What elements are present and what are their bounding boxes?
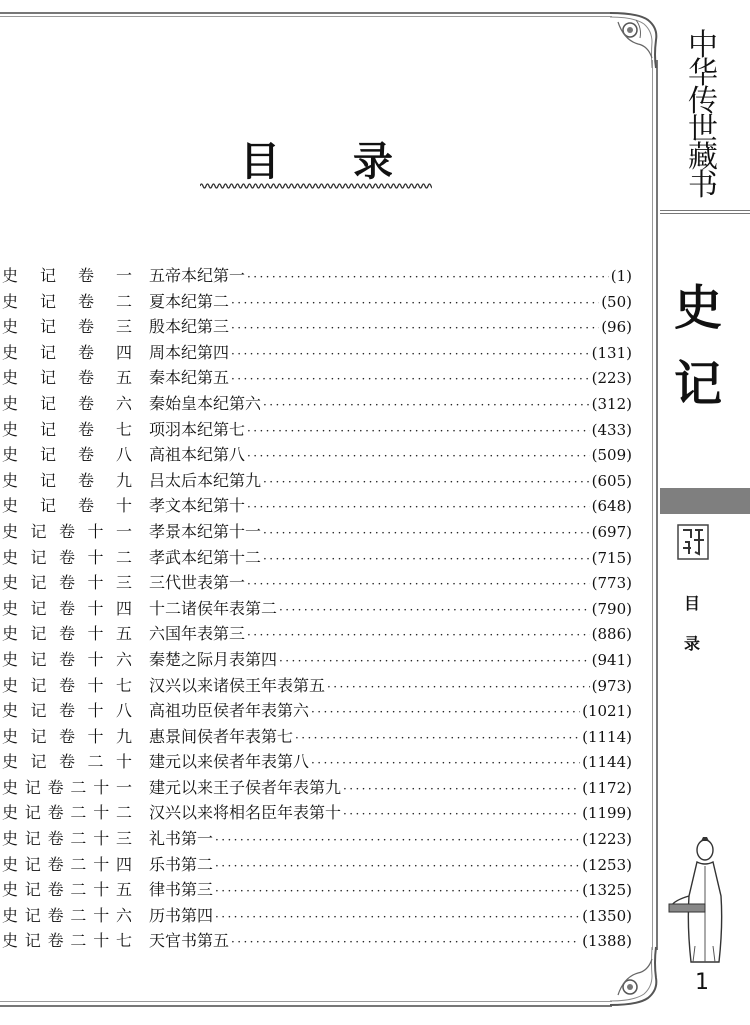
frame-top-line-inner [0,16,612,17]
toc-volume-char: 记 [30,521,47,541]
toc-volume-char: 卷 [78,317,95,337]
toc-volume-char: 卷 [59,752,76,772]
toc-volume-char: 卷 [47,777,64,797]
toc-row [0,647,632,673]
toc-row [0,340,632,366]
toc-entry-title[interactable]: 殷本纪第三 [149,317,230,337]
toc-dot-leader [295,726,580,752]
toc-volume-char: 记 [30,649,47,669]
toc-volume-char: 史 [2,905,19,925]
toc-volume-char: 一 [116,777,133,797]
toc-row [0,519,632,545]
sidebar-divider [660,213,750,214]
toc-volume-char: 史 [2,880,19,900]
toc-volume-char: 十 [93,854,110,874]
toc-volume-char: 卷 [47,829,64,849]
toc-entry-title[interactable]: 夏本纪第二 [149,291,230,311]
toc-volume [2,289,132,315]
toc-volume-char: 史 [2,854,19,874]
book-title-char: 记 [673,356,722,412]
series-title-char: 华 [688,56,718,91]
toc-volume-char: 七 [116,931,133,951]
toc-page-number[interactable]: (131) [591,343,632,362]
toc-row [0,468,632,494]
toc-volume [2,570,132,596]
toc-volume-char: 六 [116,905,133,925]
toc-volume-char: 史 [2,496,19,516]
toc-row [0,621,632,647]
toc-volume-char: 二 [70,854,87,874]
toc-dot-leader [215,854,580,880]
toc-volume-char: 记 [30,598,47,618]
toc-entry-title[interactable]: 高祖本纪第八 [149,445,246,465]
toc-page-number[interactable]: (1144) [582,753,632,772]
toc-volume-char: 史 [2,701,19,721]
toc-page-number[interactable]: (433) [591,420,632,439]
toc-volume-char: 卷 [59,624,76,644]
toc-row [0,596,632,622]
frame-right-line-inner [652,60,653,950]
toc-page-number[interactable]: (50) [601,292,632,311]
toc-volume-char: 记 [30,675,47,695]
toc-page-number[interactable]: (886) [591,625,632,644]
toc-dot-leader [311,751,580,777]
toc-entry-title[interactable]: 律书第三 [149,880,214,900]
toc-volume-char: 史 [2,726,19,746]
toc-volume-char: 十 [93,931,110,951]
toc-volume [2,749,132,775]
toc-volume-char: 卷 [47,854,64,874]
toc-page-number[interactable]: (1172) [582,778,632,797]
toc-page-number[interactable]: (223) [591,369,632,388]
toc-row [0,570,632,596]
toc-volume-char: 二 [116,291,133,311]
toc-dot-leader [247,419,590,445]
section-label-char: 录 [683,634,700,653]
toc-volume [2,928,132,954]
toc-row [0,877,632,903]
toc-page-number[interactable]: (790) [591,599,632,618]
toc-volume-char: 记 [40,419,57,439]
toc-volume-char: 记 [30,726,47,746]
toc-volume-char: 史 [2,521,19,541]
toc-volume-char: 十 [87,624,104,644]
toc-volume-char: 二 [70,803,87,823]
toc-dot-leader [247,623,590,649]
toc-volume [2,493,132,519]
toc-volume [2,340,132,366]
toc-volume-char: 史 [2,675,19,695]
toc-dot-leader [247,265,609,291]
title-wavy-underline [200,180,432,192]
toc-page-number[interactable]: (1114) [582,727,632,746]
toc-volume-char: 记 [40,266,57,285]
toc-volume-char: 记 [24,803,41,823]
toc-volume-char: 记 [40,368,57,388]
toc-row [0,442,632,468]
toc-volume-char: 四 [116,342,133,362]
toc-dot-leader [263,547,590,573]
toc-volume-char: 史 [2,547,19,567]
toc-dot-leader [343,802,580,828]
toc-dot-leader [215,828,580,854]
toc-entry-title[interactable]: 三代世表第一 [149,573,246,593]
toc-volume-char: 记 [30,624,47,644]
toc-volume-char: 史 [2,393,19,413]
scholar-figure-icon [665,836,735,964]
toc-page-number[interactable]: (1350) [582,906,632,925]
frame-right-line [656,60,658,950]
toc-volume [2,365,132,391]
toc-row [0,928,632,954]
toc-volume-char: 记 [40,496,57,516]
toc-volume [2,417,132,443]
toc-volume-char: 二 [70,905,87,925]
toc-volume-char: 史 [2,803,19,823]
toc-volume-char: 记 [24,854,41,874]
toc-volume-char: 六 [116,393,133,413]
toc-volume-char: 三 [116,573,133,593]
toc-row [0,749,632,775]
toc-volume-char: 二 [70,829,87,849]
toc-row [0,545,632,571]
toc-row [0,263,632,289]
toc-volume-char: 史 [2,291,19,311]
toc-volume-char: 二 [70,931,87,951]
sidebar-divider [660,210,750,211]
toc-volume-char: 九 [116,470,133,490]
toc-volume-char: 记 [40,342,57,362]
toc-volume [2,826,132,852]
toc-volume [2,519,132,545]
toc-page-number[interactable]: (1388) [582,932,632,951]
toc-volume-char: 七 [116,675,133,695]
toc-volume-char: 十 [93,880,110,900]
frame-bottom-line [0,1005,612,1007]
toc-dot-leader [279,598,590,624]
toc-volume-char: 四 [116,854,133,874]
toc-volume-char: 卷 [47,803,64,823]
toc-volume [2,442,132,468]
page-number: 1 [695,970,709,995]
series-title-char: 传 [688,84,718,119]
toc-volume-char: 卷 [78,393,95,413]
series-title-char: 中 [688,28,718,63]
toc-volume-char: 卷 [59,649,76,669]
toc-volume-char: 卷 [59,726,76,746]
toc-dot-leader [215,905,580,931]
toc-page-number[interactable]: (509) [591,446,632,465]
book-title [670,270,726,422]
toc-volume-char: 史 [2,649,19,669]
toc-page-number[interactable]: (1199) [582,804,632,823]
toc-volume-char: 史 [2,445,19,465]
toc-dot-leader [247,495,590,521]
toc-volume-char: 史 [2,266,19,285]
toc-volume [2,621,132,647]
toc-volume [2,391,132,417]
toc-entry-title[interactable]: 吕太后本纪第九 [149,470,262,490]
toc-volume [2,647,132,673]
toc-volume [2,263,132,289]
toc-volume-char: 史 [2,419,19,439]
toc-dot-leader [343,777,580,803]
toc-volume-char: 史 [2,573,19,593]
toc-volume-char: 史 [2,598,19,618]
section-label [677,584,707,664]
toc-entry-title[interactable]: 惠景间侯者年表第七 [149,726,294,746]
toc-row [0,698,632,724]
toc-volume-char: 记 [24,931,41,951]
toc-volume-char: 七 [116,419,133,439]
corner-ornament-top-icon [608,0,668,70]
toc-volume-char: 记 [30,701,47,721]
toc-page-number[interactable]: (941) [591,650,632,669]
toc-volume-char: 卷 [59,701,76,721]
toc-volume-char: 二 [116,547,133,567]
toc-page-number[interactable]: (1253) [582,855,632,874]
toc-volume [2,468,132,494]
toc-volume-char: 史 [2,368,19,388]
toc-volume-char: 十 [93,829,110,849]
toc-dot-leader [263,470,590,496]
toc-volume-char: 记 [30,573,47,593]
toc-volume-char: 卷 [59,547,76,567]
toc-row [0,417,632,443]
toc-volume-char: 记 [24,905,41,925]
toc-entry-title[interactable]: 礼书第一 [149,829,214,849]
toc-volume-char: 卷 [59,598,76,618]
toc-volume-char: 十 [93,905,110,925]
toc-row [0,826,632,852]
toc-volume-char: 卷 [78,266,95,285]
toc-entry-title[interactable]: 历书第四 [149,905,214,925]
toc-volume-char: 卷 [47,931,64,951]
toc-entry-title[interactable]: 建元以来王子侯者年表第九 [149,777,342,797]
toc-entry-title[interactable]: 天官书第五 [149,931,230,951]
toc-page-number[interactable]: (1223) [582,830,632,849]
toc-page-number[interactable]: (648) [591,497,632,516]
toc-volume-char: 二 [116,803,133,823]
toc-volume-char: 五 [116,368,133,388]
toc-row [0,724,632,750]
toc-volume-char: 十 [87,726,104,746]
toc-volume-char: 十 [116,752,133,772]
toc-entry-title[interactable]: 秦本纪第五 [149,368,230,388]
toc-volume [2,852,132,878]
toc-volume [2,545,132,571]
toc-entry-title[interactable]: 秦始皇本纪第六 [149,393,262,413]
section-label-char: 目 [683,594,700,613]
toc-volume-char: 记 [24,880,41,900]
toc-volume-char: 五 [116,880,133,900]
series-title [668,28,738,203]
toc-dot-leader [231,367,590,393]
toc-volume-char: 卷 [59,521,76,541]
toc-volume-char: 二 [70,880,87,900]
toc-volume-char: 史 [2,317,19,337]
toc-volume-char: 史 [2,777,19,797]
toc-row [0,775,632,801]
toc-row [0,673,632,699]
toc-entry-title[interactable]: 高祖功臣侯者年表第六 [149,701,310,721]
toc-volume [2,724,132,750]
toc-volume-char: 十 [87,701,104,721]
toc-entry-title[interactable]: 六国年表第三 [149,624,246,644]
toc-dot-leader [231,316,599,342]
toc-volume-char: 卷 [59,675,76,695]
toc-page-number[interactable]: (1325) [582,881,632,900]
book-title-char: 史 [673,280,722,336]
toc-entry-title[interactable]: 建元以来侯者年表第八 [149,752,310,772]
toc-entry-title[interactable]: 项羽本纪第七 [149,419,246,439]
toc-volume-char: 卷 [78,291,95,311]
toc-page-number[interactable]: (605) [591,471,632,490]
toc-volume-char: 记 [40,470,57,490]
toc-dot-leader [231,291,599,317]
toc-volume-char: 八 [116,701,133,721]
toc-entry-title[interactable]: 十二诸侯年表第二 [149,598,278,618]
toc-list [0,263,632,954]
toc-volume-char: 记 [24,829,41,849]
toc-volume-char: 九 [116,726,133,746]
toc-volume [2,314,132,340]
toc-row [0,903,632,929]
toc-volume-char: 史 [2,342,19,362]
toc-volume-char: 史 [2,752,19,772]
toc-volume-char: 十 [93,777,110,797]
toc-volume-char: 史 [2,829,19,849]
toc-volume-char: 四 [116,598,133,618]
toc-page-number[interactable]: (312) [591,394,632,413]
toc-volume-char: 史 [2,624,19,644]
toc-entry-title[interactable]: 孝景本纪第十一 [149,521,262,541]
toc-volume-char: 十 [93,803,110,823]
toc-volume [2,673,132,699]
toc-entry-title[interactable]: 周本纪第四 [149,342,230,362]
toc-row [0,289,632,315]
toc-page-number[interactable]: (973) [591,676,632,695]
toc-row [0,493,632,519]
toc-dot-leader [263,393,590,419]
toc-volume-char: 卷 [78,496,95,516]
toc-row [0,391,632,417]
toc-volume-char: 记 [30,547,47,567]
toc-entry-title[interactable]: 汉兴以来诸侯王年表第五 [149,675,326,695]
toc-dot-leader [247,572,590,598]
series-title-char: 世 [688,112,718,147]
toc-volume-char: 史 [2,470,19,490]
toc-page-number[interactable]: (697) [591,522,632,541]
sidebar-gray-band [660,488,750,514]
toc-volume-char: 记 [24,777,41,797]
toc-volume-char: 十 [87,598,104,618]
page-title-char: 录 [353,138,393,185]
toc-volume-char: 卷 [78,445,95,465]
toc-page-number[interactable]: (773) [591,574,632,593]
toc-page-number[interactable]: (715) [591,548,632,567]
toc-row [0,365,632,391]
toc-row [0,800,632,826]
toc-volume-char: 二 [87,752,104,772]
toc-volume-char: 记 [40,393,57,413]
toc-volume-char: 八 [116,445,133,465]
toc-volume [2,596,132,622]
toc-volume-char: 卷 [78,419,95,439]
toc-volume-char: 卷 [47,880,64,900]
toc-volume-char: 一 [116,521,133,541]
toc-volume-char: 十 [87,573,104,593]
frame-top-line [0,12,612,14]
toc-volume [2,903,132,929]
toc-page-number[interactable]: (1) [610,267,632,285]
toc-dot-leader [231,342,590,368]
toc-volume-char: 记 [30,752,47,772]
toc-volume-char: 十 [116,496,133,516]
toc-volume-char: 十 [87,675,104,695]
toc-volume-char: 卷 [78,368,95,388]
toc-volume-char: 三 [116,317,133,337]
toc-row [0,852,632,878]
toc-volume-char: 记 [40,445,57,465]
toc-entry-title[interactable]: 乐书第二 [149,854,214,874]
toc-entry-title[interactable]: 五帝本纪第一 [149,266,246,285]
toc-dot-leader [247,444,590,470]
toc-entry-title[interactable]: 秦楚之际月表第四 [149,649,278,669]
toc-dot-leader [279,649,590,675]
toc-page-number[interactable]: (96) [601,318,632,337]
toc-entry-title[interactable]: 孝武本纪第十二 [149,547,262,567]
toc-volume-char: 卷 [47,905,64,925]
toc-volume-char: 记 [40,291,57,311]
toc-volume-char: 卷 [59,573,76,593]
toc-volume-char: 二 [70,777,87,797]
toc-dot-leader [263,521,590,547]
toc-volume-char: 六 [116,649,133,669]
toc-volume-char: 一 [116,266,133,285]
toc-volume-char: 十 [87,521,104,541]
toc-entry-title[interactable]: 汉兴以来将相名臣年表第十 [149,803,342,823]
page-title-char: 目 [240,138,280,185]
series-title-char: 藏 [688,140,718,175]
toc-volume-char: 五 [116,624,133,644]
toc-volume [2,698,132,724]
seal-stamp-icon [677,524,709,560]
toc-dot-leader [231,930,580,956]
toc-dot-leader [311,700,580,726]
toc-entry-title[interactable]: 孝文本纪第十 [149,496,246,516]
toc-dot-leader [327,675,590,701]
toc-volume-char: 卷 [78,470,95,490]
toc-volume-char: 卷 [78,342,95,362]
toc-volume-char: 记 [40,317,57,337]
frame-bottom-line-inner [0,1001,612,1002]
toc-volume-char: 史 [2,931,19,951]
toc-volume [2,800,132,826]
toc-volume-char: 十 [87,547,104,567]
toc-volume-char: 三 [116,829,133,849]
toc-volume-char: 十 [87,649,104,669]
toc-volume [2,877,132,903]
toc-volume [2,775,132,801]
series-title-char: 书 [688,168,718,203]
toc-page-number[interactable]: (1021) [582,702,632,721]
toc-row [0,314,632,340]
toc-dot-leader [215,879,580,905]
